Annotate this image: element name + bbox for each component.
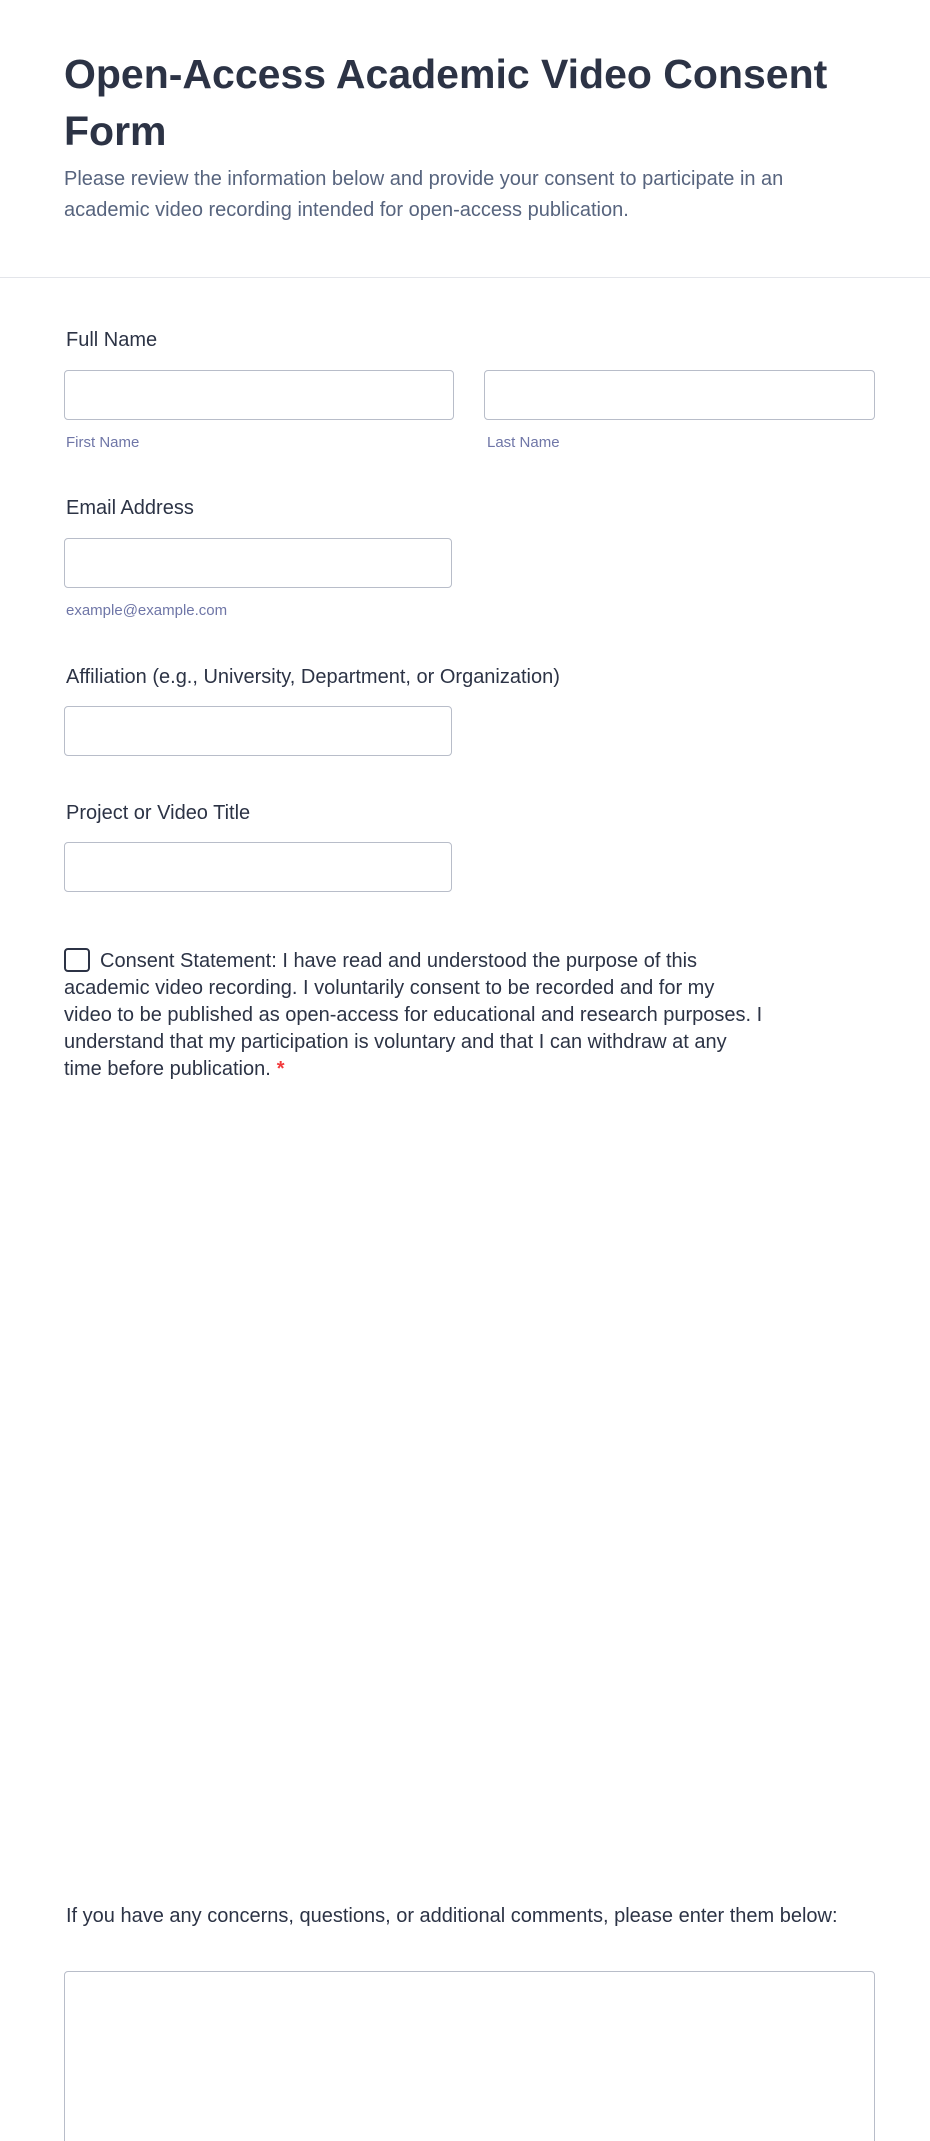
last-name-input[interactable] xyxy=(484,370,875,420)
email-sublabel: example@example.com xyxy=(66,602,228,619)
email-input[interactable] xyxy=(64,538,452,588)
affiliation-label: Affiliation (e.g., University, Department, or Organization) xyxy=(66,666,560,688)
affiliation-input[interactable] xyxy=(64,706,452,756)
consent-checkbox[interactable] xyxy=(64,948,90,972)
consent-text: Consent Statement: I have read and understood the purpose of this academic video recording. I voluntarily consent to be recorded and for my video to be published as open-access for educational and research purposes. I understand that my participation is voluntary and that I can withdraw at any time before publication. xyxy=(64,950,763,1080)
required-asterisk: * xyxy=(276,1058,285,1080)
form-title: Open-Access Academic Video Consent Form xyxy=(64,51,828,154)
project-title-input[interactable] xyxy=(64,842,452,892)
first-name-sublabel: First Name xyxy=(66,434,140,451)
consent-statement xyxy=(64,948,764,1083)
comments-textarea[interactable] xyxy=(64,1971,875,2141)
comments-label: If you have any concerns, questions, or additional comments, please enter them below: xyxy=(66,1905,838,1927)
first-name-input[interactable] xyxy=(64,370,454,420)
project-title-label: Project or Video Title xyxy=(66,802,251,824)
full-name-label: Full Name xyxy=(66,329,158,351)
form-subtitle: Please review the information below and provide your consent to participate in an academic video recording intended for open-access publication. xyxy=(64,168,784,221)
last-name-sublabel: Last Name xyxy=(487,434,560,451)
email-label: Email Address xyxy=(66,497,194,519)
form-header xyxy=(0,0,930,278)
